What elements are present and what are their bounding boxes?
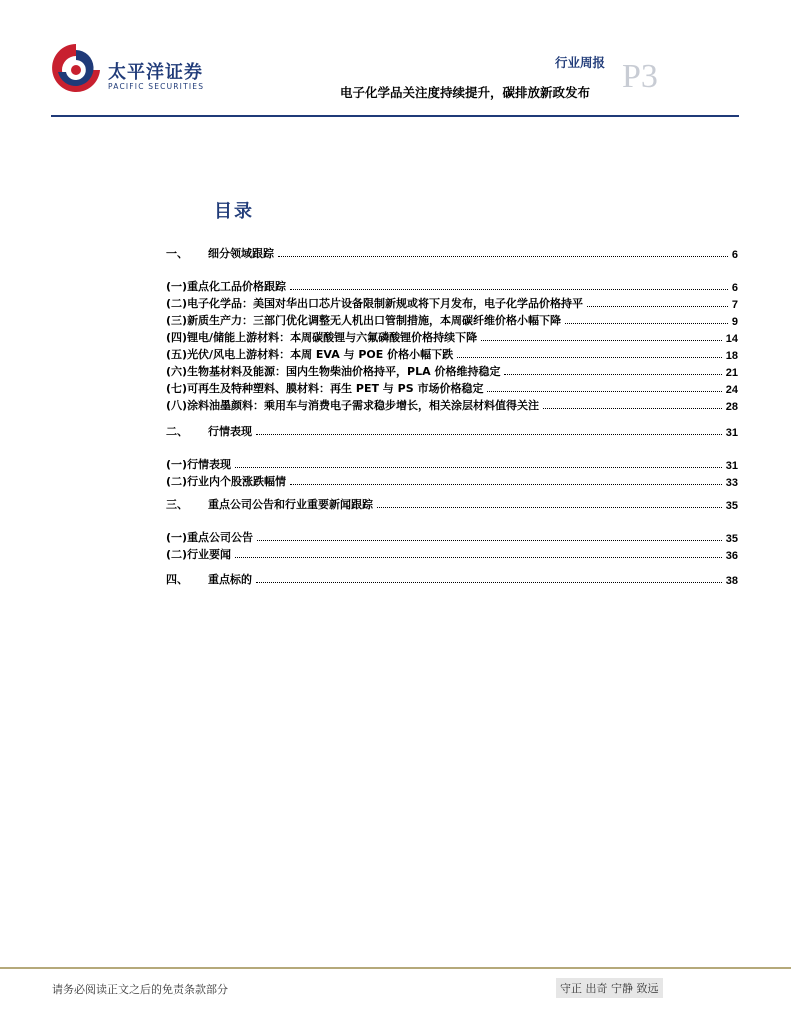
toc-entry-page: 33 (725, 477, 738, 489)
toc-entry-title: 锂电/储能上游材料：本周碳酸锂与六氟磷酸锂价格持续下降 (187, 331, 478, 344)
company-logo (50, 40, 220, 100)
toc-entry-number: 二、 (166, 425, 188, 438)
toc-entry-page: 35 (725, 500, 738, 512)
toc-dot-leader (290, 484, 722, 485)
toc-dot-leader (504, 374, 721, 375)
toc-entry-number: 三、 (166, 498, 188, 511)
toc-entry-page: 28 (725, 401, 738, 413)
toc-entry[interactable] (166, 397, 738, 413)
toc-dot-leader (587, 306, 728, 307)
toc-entry-page: 31 (725, 460, 738, 472)
toc-entry[interactable] (166, 329, 738, 345)
toc-entry-number: (一) (166, 458, 188, 471)
toc-entry-number: (一) (166, 531, 188, 544)
toc-entry[interactable] (166, 278, 738, 294)
toc-dot-leader (278, 256, 728, 257)
header-divider (51, 115, 739, 117)
toc-entry-title: 生物基材料及能源：国内生物柴油价格持平，PLA 价格维持稳定 (187, 365, 501, 378)
toc-entry[interactable] (166, 312, 738, 328)
toc-entry-title: 重点化工品价格跟踪 (187, 280, 287, 293)
toc-entry-title: 可再生及特种塑料、膜材料：再生 PET 与 PS 市场价格稳定 (187, 382, 484, 395)
toc-entry-number: 一、 (166, 247, 188, 260)
toc-entry[interactable] (166, 245, 738, 261)
toc-entry-page: 21 (725, 367, 738, 379)
toc-dot-leader (481, 340, 722, 341)
report-type-label: 行业周报 (555, 55, 606, 70)
toc-entry-number: (五) (166, 348, 188, 361)
toc-entry-title: 电子化学品：美国对华出口芯片设备限制新规或将下月发布，电子化学品价格持平 (187, 297, 584, 310)
toc-entry-title: 行情表现 (187, 458, 232, 471)
toc-entry-page: 38 (725, 575, 738, 587)
report-title: 电子化学品关注度持续提升，碳排放新政发布 (340, 85, 591, 100)
toc-entry-number: (八) (166, 399, 188, 412)
toc-entry-number: (二) (166, 475, 188, 488)
toc-entry[interactable] (166, 456, 738, 472)
footer-disclaimer: 请务必阅读正文之后的免责条款部分 (52, 983, 228, 996)
toc-entry-number: (六) (166, 365, 188, 378)
toc-entry-page: 7 (731, 299, 738, 311)
toc-dot-leader (457, 357, 722, 358)
toc-entry-number: (三) (166, 314, 188, 327)
toc-entry[interactable] (166, 496, 738, 512)
toc-entry-title: 重点公司公告和行业重要新闻跟踪 (208, 498, 373, 511)
logo-text-en: PACIFIC SECURITIES (108, 82, 205, 91)
toc-dot-leader (256, 434, 722, 435)
toc-entry[interactable] (166, 363, 738, 379)
toc-entry-page: 31 (725, 427, 738, 439)
toc-entry-number: (二) (166, 297, 188, 310)
toc-entry[interactable] (166, 380, 738, 396)
toc-entry-page: 9 (731, 316, 738, 328)
logo-emblem-icon (50, 40, 102, 100)
toc-dot-leader (235, 467, 722, 468)
toc-entry-number: (二) (166, 548, 188, 561)
toc-entry-number: (四) (166, 331, 188, 344)
toc-entry-title: 涂料油墨颜料：乘用车与消费电子需求稳步增长，相关涂层材料值得关注 (187, 399, 540, 412)
toc-entry-page: 36 (725, 550, 738, 562)
toc-dot-leader (257, 540, 722, 541)
toc-dot-leader (543, 408, 722, 409)
toc-entry-page: 18 (725, 350, 738, 362)
toc-entry[interactable] (166, 473, 738, 489)
toc-entry-page: 24 (725, 384, 738, 396)
toc-entry-title: 细分领域跟踪 (208, 247, 274, 260)
toc-entry[interactable] (166, 423, 738, 439)
toc-entry[interactable] (166, 346, 738, 362)
toc-entry[interactable] (166, 546, 738, 562)
footer-divider (0, 967, 791, 969)
toc-entry[interactable] (166, 529, 738, 545)
page-number: P3 (622, 58, 658, 95)
footer-motto: 守正 出奇 宁静 致远 (556, 978, 663, 998)
toc-entry-title: 行业内个股涨跌幅情 (187, 475, 287, 488)
toc-entry-title: 重点公司公告 (187, 531, 254, 544)
toc-entry[interactable] (166, 295, 738, 311)
toc-entry-title: 光伏/风电上游材料：本周 EVA 与 POE 价格小幅下跌 (187, 348, 454, 361)
toc-dot-leader (487, 391, 721, 392)
toc-entry[interactable] (166, 571, 738, 587)
logo-text-cn: 太平洋证券 (108, 62, 203, 83)
toc-entry-number: (一) (166, 280, 188, 293)
toc-entry-page: 6 (731, 249, 738, 261)
toc-dot-leader (235, 557, 722, 558)
toc-entry-title: 新质生产力：三部门优化调整无人机出口管制措施，本周碳纤维价格小幅下降 (187, 314, 562, 327)
toc-dot-leader (290, 289, 728, 290)
toc-entry-page: 6 (731, 282, 738, 294)
toc-entry-title: 重点标的 (208, 573, 252, 586)
toc-heading: 目录 (214, 201, 254, 222)
toc-entry-page: 14 (725, 333, 738, 345)
toc-entry-title: 行情表现 (208, 425, 252, 438)
toc-entry-page: 35 (725, 533, 738, 545)
toc-entry-number: (七) (166, 382, 188, 395)
toc-entry-number: 四、 (166, 573, 188, 586)
toc-dot-leader (565, 323, 728, 324)
toc-entry-title: 行业要闻 (187, 548, 232, 561)
toc-dot-leader (377, 507, 722, 508)
toc-dot-leader (256, 582, 722, 583)
